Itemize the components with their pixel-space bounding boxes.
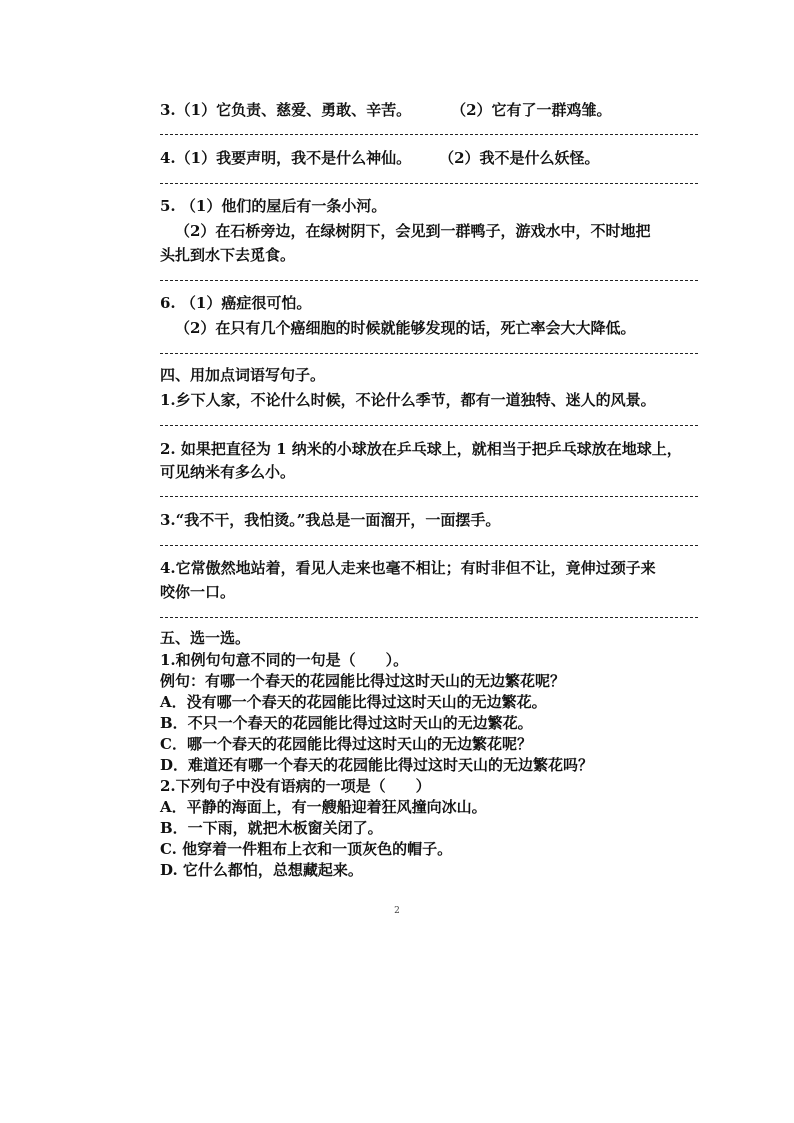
- sentence-q4-line1: 4.它常傲然地站着，看见人走来也毫不相让；有时非但不让，竟伸过颈子来: [160, 559, 656, 577]
- answer-4-part2: （2）我不是什么妖怪。: [439, 149, 600, 167]
- section-4-heading: 四、用加点词语写句子。: [160, 366, 326, 384]
- answer-6-part2: （2）在只有几个癌细胞的时候就能够发现的话，死亡率会大大降低。: [175, 319, 636, 337]
- choice-q1-option-b: B．不只一个春天的花园能比得过这时天山的无边繁花。: [160, 714, 533, 732]
- choice-q2-option-a: A．平静的海面上，有一艘船迎着狂风撞向冰山。: [160, 798, 487, 816]
- answer-3: [160, 100, 720, 120]
- answer-6-part1: 6. （1）癌症很可怕。: [160, 294, 312, 312]
- answer-5-part1: 5. （1）他们的屋后有一条小河。: [160, 197, 387, 215]
- sentence-q2-line2: 可见纳米有多么小。: [160, 463, 296, 481]
- writing-line: [160, 545, 698, 546]
- answer-line-divider: [160, 183, 698, 184]
- choice-q1-option-c: C．哪一个春天的花园能比得过这时天山的无边繁花呢？: [160, 735, 532, 753]
- writing-line: [160, 425, 698, 426]
- answer-5-part2-cont: 头扎到水下去觅食。: [160, 246, 296, 264]
- choice-q1-stem: 1.和例句句意不同的一句是（ ）。: [160, 651, 409, 669]
- answer-3-part2: （2）它有了一群鸡雏。: [451, 101, 612, 119]
- answer-5-part2: （2）在石桥旁边，在绿树阴下，会见到一群鸭子，游戏水中，不时地把: [175, 222, 651, 240]
- choice-q2-option-c: C. 他穿着一件粗布上衣和一顶灰色的帽子。: [160, 840, 453, 858]
- sentence-q1-text: 1.乡下人家，不论什么时候，不论什么季节，都有一道独特、迷人的风景。: [160, 391, 656, 409]
- sentence-q3: 3.“我不干，我怕烫。”我总是一面溜开，一面摆手。: [160, 511, 501, 529]
- section-5-heading: 五、选一选。: [160, 629, 251, 647]
- choice-q2-option-d: D. 它什么都怕，总想藏起来。: [160, 861, 363, 879]
- answer-3-part1: 3.（1）它负责、慈爱、勇敢、辛苦。: [160, 101, 412, 119]
- choice-q1-example: 例句：有哪一个春天的花园能比得过这时天山的无边繁花呢？: [160, 672, 566, 690]
- choice-q2-stem: 2.下列句子中没有语病的一项是（ ）: [160, 777, 431, 795]
- sentence-q2-line1: 2. 如果把直径为 1 纳米的小球放在乒乓球上，就相当于把乒乓球放在地球上，: [160, 440, 682, 458]
- answer-line-divider: [160, 134, 698, 135]
- sentence-q1: [160, 390, 720, 410]
- answer-4: [160, 148, 720, 168]
- sentence-q4-line2: 咬你一口。: [160, 583, 236, 601]
- answer-line-divider: [160, 353, 698, 354]
- choice-q2-option-b: B．一下雨，就把木板窗关闭了。: [160, 819, 383, 837]
- page-number: 2: [394, 906, 400, 916]
- writing-line: [160, 617, 698, 618]
- answer-line-divider: [160, 280, 698, 281]
- choice-q1-option-d: D．难道还有哪一个春天的花园能比得过这时天山的无边繁花吗？: [160, 756, 594, 774]
- answer-4-part1: 4.（1）我要声明，我不是什么神仙。: [160, 149, 412, 167]
- choice-q1-option-a: A．没有哪一个春天的花园能比得过这时天山的无边繁花。: [160, 693, 547, 711]
- writing-line: [160, 496, 698, 497]
